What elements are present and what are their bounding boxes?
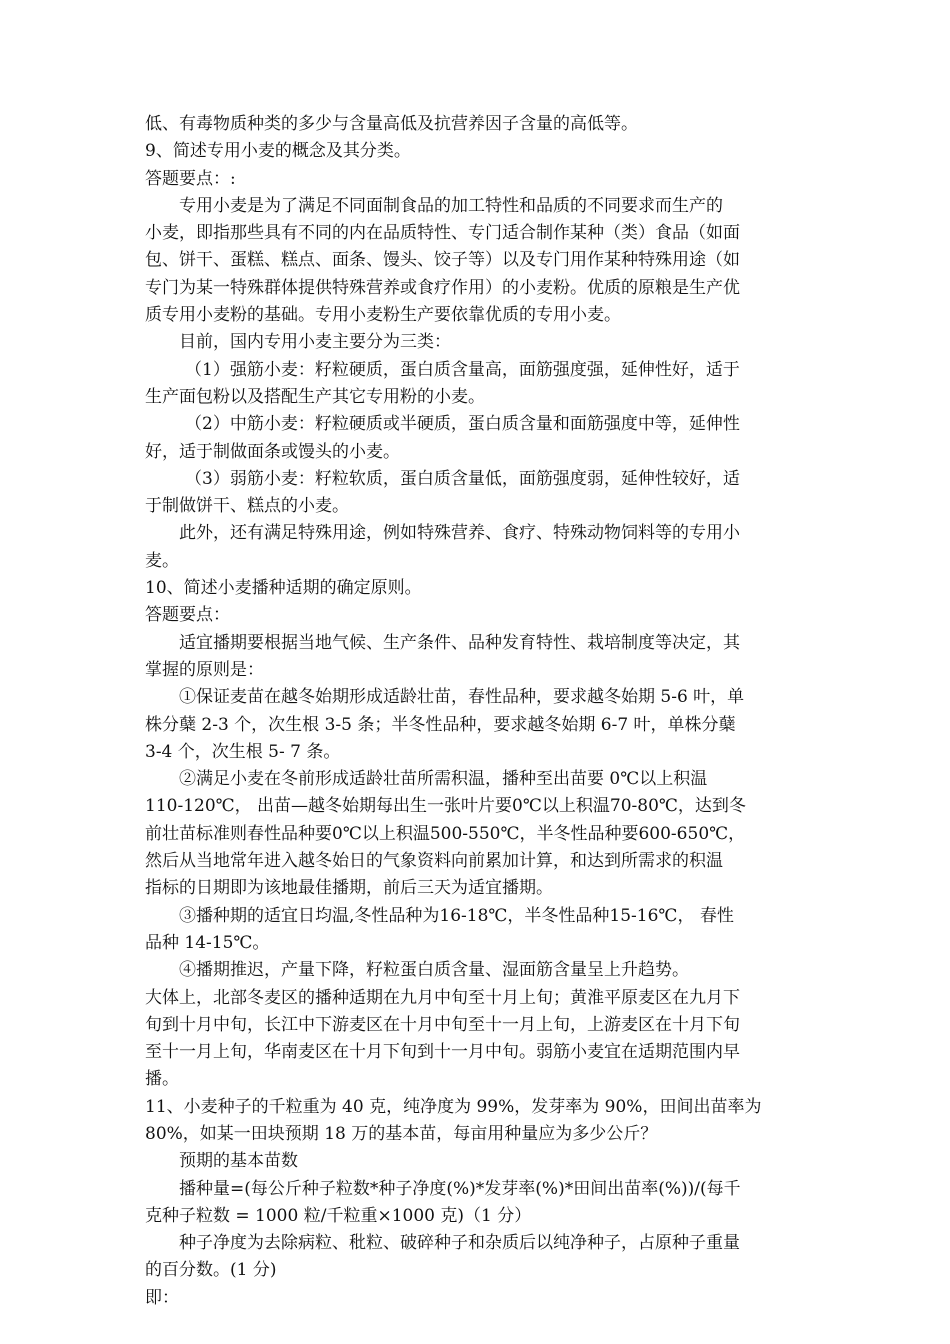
text-line: 80%，如某一田块预期 18 万的基本苗，每亩用种量应为多少公斤？ bbox=[145, 1123, 658, 1144]
text-line: 播种量=(每公斤种子粒数*种子净度(%)*发芽率(%)*田间出苗率(%))/(每千 bbox=[179, 1178, 741, 1199]
text-line: （3）弱筋小麦：籽粒软质，蛋白质含量低，面筋强度弱，延伸性较好，适 bbox=[185, 468, 740, 489]
text-line: 大体上，北部冬麦区的播种适期在九月中旬至十月上旬；黄淮平原麦区在九月下 bbox=[145, 987, 740, 1008]
text-line: （2）中筋小麦：籽粒硬质或半硬质，蛋白质含量和面筋强度中等，延伸性 bbox=[185, 414, 740, 435]
text-line: 低、有毒物质种类的多少与含量高低及抗营养因子含量的高低等。 bbox=[145, 114, 638, 134]
text-line: 质专用小麦粉的基础。专用小麦粉生产要依靠优质的专用小麦。 bbox=[145, 305, 621, 326]
text-line: 品种 14-15℃。 bbox=[145, 932, 270, 953]
text-line: ②满足小麦在冬前形成适龄壮苗所需积温，播种至出苗要 0℃以上积温 bbox=[179, 769, 708, 790]
text-line: 好，适于制做面条或馒头的小麦。 bbox=[145, 441, 400, 462]
text-line: 小麦，即指那些具有不同的内在品质特性、专门适合制作某种（类）食品（如面 bbox=[145, 223, 740, 244]
text-line: 播。 bbox=[145, 1069, 179, 1090]
text-line: 然后从当地常年进入越冬始日的气象资料向前累加计算，和达到所需求的积温 bbox=[145, 851, 723, 872]
text-line: 株分蘖 2-3 个，次生根 3-5 条；半冬性品种，要求越冬始期 6-7 叶，单株分蘖 bbox=[145, 714, 736, 735]
text-line: 11、小麦种子的千粒重为 40 克，纯净度为 99%，发芽率为 90%，田间出苗率为 bbox=[145, 1096, 762, 1117]
text-line: 10、简述小麦播种适期的确定原则。 bbox=[145, 578, 422, 599]
text-line: 指标的日期即为该地最佳播期，前后三天为适宜播期。 bbox=[145, 878, 553, 899]
text-line: 生产面包粉以及搭配生产其它专用粉的小麦。 bbox=[145, 386, 485, 407]
text-line: 旬到十月中旬，长江中下游麦区在十月中旬至十一月上旬，上游麦区在十月下旬 bbox=[145, 1014, 740, 1035]
text-line: 此外，还有满足特殊用途，例如特殊营养、食疗、特殊动物饲料等的专用小 bbox=[179, 523, 740, 544]
text-line: 9、简述专用小麦的概念及其分类。 bbox=[145, 141, 411, 162]
text-line: 3-4 个，次生根 5- 7 条。 bbox=[145, 741, 341, 762]
text-line: 种子净度为去除病粒、秕粒、破碎种子和杂质后以纯净种子，占原种子重量 bbox=[179, 1233, 740, 1254]
text-line: 专用小麦是为了满足不同面制食品的加工特性和品质的不同要求而生产的 bbox=[179, 195, 723, 216]
text-line: 即： bbox=[145, 1287, 179, 1308]
text-line: 110-120℃， 出苗—越冬始期每出生一张叶片要0℃以上积温70-80℃，达到冬 bbox=[145, 796, 746, 817]
text-line: ①保证麦苗在越冬始期形成适龄壮苗，春性品种，要求越冬始期 5-6 叶，单 bbox=[179, 687, 745, 708]
text-line: 的百分数。(1 分) bbox=[145, 1260, 277, 1281]
text-line: 包、饼干、蛋糕、糕点、面条、馒头、饺子等）以及专门用作某种特殊用途（如 bbox=[145, 250, 740, 271]
text-line: 目前，国内专用小麦主要分为三类： bbox=[179, 332, 451, 353]
text-line: 克种子粒数 = 1000 粒/千粒重×1000 克)（1 分） bbox=[145, 1205, 532, 1226]
text-line: 麦。 bbox=[145, 550, 179, 571]
text-line: 专门为某一特殊群体提供特殊营养或食疗作用）的小麦粉。优质的原粮是生产优 bbox=[145, 277, 740, 298]
text-line: 于制做饼干、糕点的小麦。 bbox=[145, 496, 349, 517]
text-line: 预期的基本苗数 bbox=[179, 1151, 298, 1172]
text-line: ④播期推迟，产量下降，籽粒蛋白质含量、湿面筋含量呈上升趋势。 bbox=[179, 960, 689, 981]
text-line: 至十一月上旬，华南麦区在十月下旬到十一月中旬。弱筋小麦宜在适期范围内早 bbox=[145, 1042, 740, 1063]
text-line: 掌握的原则是： bbox=[145, 659, 264, 680]
text-line: 答题要点：: bbox=[145, 168, 236, 189]
text-line: 答题要点： bbox=[145, 605, 230, 626]
text-line: ③播种期的适宜日均温,冬性品种为16-18℃，半冬性品种15-16℃， 春性 bbox=[179, 905, 734, 926]
text-line: 适宜播期要根据当地气候、生产条件、品种发育特性、栽培制度等决定，其 bbox=[179, 632, 740, 653]
text-line: （1）强筋小麦：籽粒硬质，蛋白质含量高，面筋强度强，延伸性好，适于 bbox=[185, 359, 740, 380]
document-page bbox=[145, 111, 815, 1312]
text-line: 前壮苗标准则春性品种要0℃以上积温500-550℃，半冬性品种要600-650℃， bbox=[145, 823, 746, 844]
